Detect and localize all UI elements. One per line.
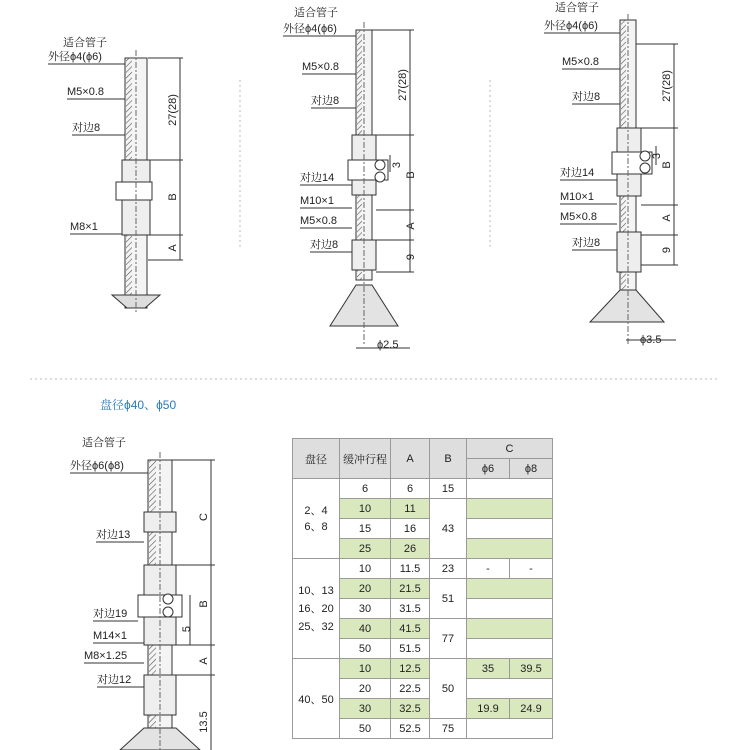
callout-label: 对边8: [572, 91, 601, 103]
dim-label: 3: [651, 152, 663, 160]
dim-label: A: [661, 214, 673, 222]
dim-label: B: [661, 161, 673, 169]
dim-label: 3: [391, 161, 403, 169]
header-pad-diameter: 盘径: [293, 439, 340, 479]
callout-label: M10×1: [560, 191, 594, 203]
cell-pad: 10、13 16、20 25、32: [293, 559, 340, 659]
spec-table: [292, 438, 553, 739]
cell: 10: [340, 559, 391, 579]
cell: 15: [430, 479, 467, 499]
cell: 35: [467, 659, 510, 679]
cell: 6: [340, 479, 391, 499]
cell: 10: [340, 659, 391, 679]
callout-label: 适合管子: [555, 2, 599, 14]
callout-label: 对边8: [572, 237, 601, 249]
callout-label: 对边19: [93, 608, 128, 620]
cell: 51: [430, 579, 467, 619]
cell: 15: [340, 519, 391, 539]
callout-label: M5×0.8: [67, 86, 104, 98]
callout-label: M5×0.8: [562, 56, 599, 68]
cell: 39.5: [510, 659, 553, 679]
callout-label: 对边8: [310, 239, 339, 251]
drawing-top-left: [48, 35, 183, 312]
cell: 30: [340, 699, 391, 719]
callout-label: 外径ϕ6(ϕ8): [70, 460, 124, 472]
header-c: C: [467, 439, 553, 459]
header-b: B: [430, 439, 467, 479]
cell: 20: [340, 579, 391, 599]
dim-label: 13.5: [198, 711, 210, 733]
callout-label: 适合管子: [82, 437, 126, 449]
dim-label: B: [167, 193, 179, 201]
cell: 20: [340, 679, 391, 699]
callout-label: 外径ϕ4(ϕ6): [283, 23, 337, 35]
callout-label: 对边14: [300, 172, 335, 184]
cell: 25: [340, 539, 391, 559]
drawing-top-middle: [283, 5, 417, 351]
callout-label: M8×1.25: [84, 650, 128, 662]
cell: 11.5: [391, 559, 430, 579]
cell: 23: [430, 559, 467, 579]
cell: 26: [391, 539, 430, 559]
cell: 50: [340, 639, 391, 659]
table-row: [293, 479, 553, 499]
dim-label: 9: [405, 253, 417, 261]
dim-label: B: [405, 171, 417, 179]
callout-label: 对边8: [311, 95, 340, 107]
callout-label: 外径ϕ4(ϕ6): [48, 51, 102, 63]
cell-pad: 2、4 6、8: [293, 479, 340, 559]
cell: 41.5: [391, 619, 430, 639]
cell: 21.5: [391, 579, 430, 599]
callout-label: 对边12: [97, 674, 132, 686]
drawing-top-right: [544, 0, 678, 346]
cell: 6: [391, 479, 430, 499]
callout-label: 外径ϕ4(ϕ6): [544, 20, 598, 32]
cell: 22.5: [391, 679, 430, 699]
callout-label: 对边13: [96, 529, 131, 541]
cell: 12.5: [391, 659, 430, 679]
dim-label: 5: [181, 625, 193, 633]
callout-label: 适合管子: [63, 37, 107, 49]
cell: 10: [340, 499, 391, 519]
callout-label: 适合管子: [294, 7, 338, 19]
cell: 40: [340, 619, 391, 639]
callout-label: 对边8: [72, 122, 101, 134]
header-c-phi6: ϕ6: [467, 459, 510, 479]
cell: 16: [391, 519, 430, 539]
cell: -: [467, 559, 510, 579]
dim-label: 27(28): [661, 70, 673, 102]
dim-label: ϕ2.5: [377, 339, 399, 351]
cell: 50: [430, 659, 467, 719]
callout-label: M5×0.8: [302, 61, 339, 73]
header-a: A: [391, 439, 430, 479]
dim-label: 9: [661, 246, 673, 254]
callout-label: M14×1: [93, 630, 127, 642]
cell: 24.9: [510, 699, 553, 719]
cell: 32.5: [391, 699, 430, 719]
cell: 51.5: [391, 639, 430, 659]
dim-label: A: [167, 244, 179, 252]
callout-label: M5×0.8: [300, 215, 337, 227]
dim-label: B: [198, 600, 210, 608]
cell-pad: 40、50: [293, 659, 340, 739]
dim-label: A: [405, 222, 417, 230]
dim-label: A: [198, 657, 210, 665]
cell: 43: [430, 499, 467, 559]
cell: 77: [430, 619, 467, 659]
cell: 19.9: [467, 699, 510, 719]
section-title: 盘径ϕ40、ϕ50: [100, 398, 177, 412]
table-row: [293, 559, 553, 579]
table-row: [293, 659, 553, 679]
callout-label: 对边14: [560, 167, 595, 179]
cell: 30: [340, 599, 391, 619]
dim-label: ϕ3.5: [640, 334, 662, 346]
cell: 52.5: [391, 719, 430, 739]
cell: -: [510, 559, 553, 579]
drawing-bottom-left: [70, 435, 215, 750]
dim-label: 27(28): [397, 69, 409, 101]
callout-label: M5×0.8: [560, 211, 597, 223]
header-stroke: 缓冲行程: [340, 439, 391, 479]
dim-label: C: [198, 513, 210, 521]
cell: 75: [430, 719, 467, 739]
dim-label: 27(28): [167, 94, 179, 126]
callout-label: M10×1: [300, 195, 334, 207]
cell: 31.5: [391, 599, 430, 619]
callout-label: M8×1: [70, 221, 98, 233]
header-c-phi8: ϕ8: [510, 459, 553, 479]
cell: 50: [340, 719, 391, 739]
cell: 11: [391, 499, 430, 519]
